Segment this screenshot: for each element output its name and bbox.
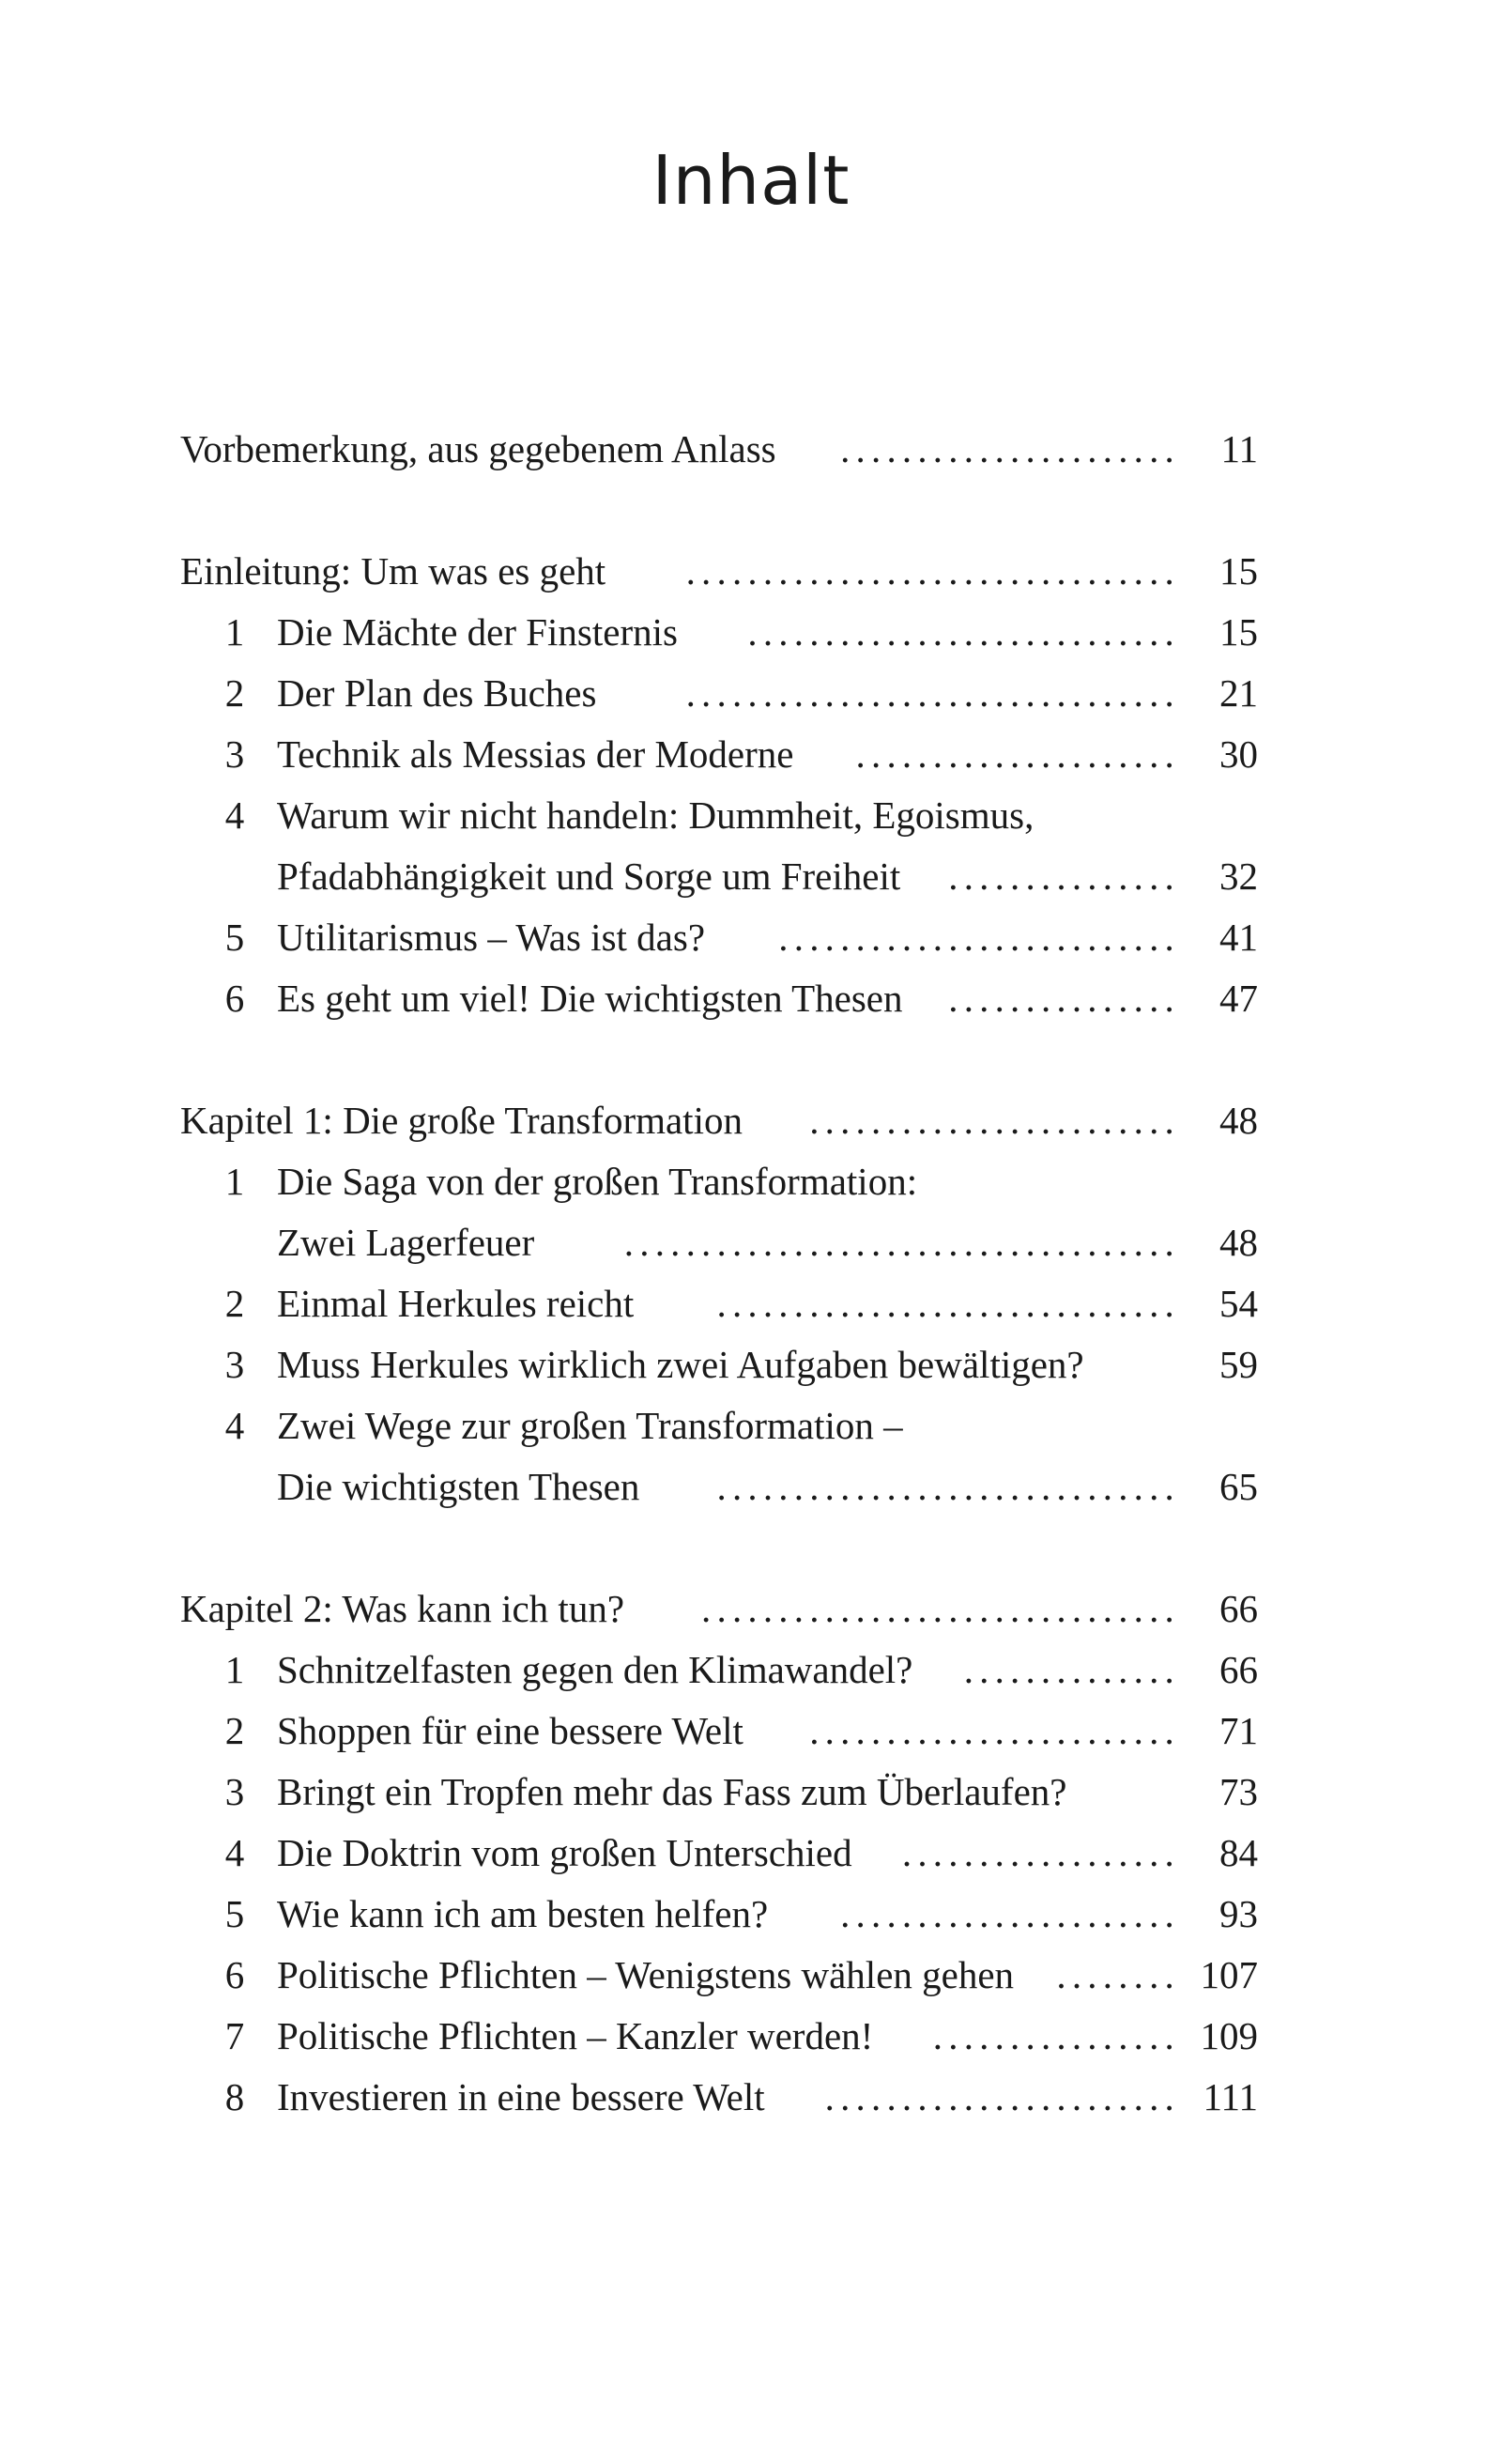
- toc-entry-title: Wie kann ich am besten helfen?: [277, 1892, 769, 1935]
- toc-entry[interactable]: [0, 1700, 1502, 1762]
- leader-dots: .....................: [855, 732, 1180, 776]
- toc-entry-title: Politische Pflichten – Wenigstens wählen gehen: [277, 1953, 1015, 1996]
- toc-entry-title: Technik als Messias der Moderne: [277, 732, 794, 776]
- page-number: 84: [1219, 1831, 1258, 1874]
- toc-heading-title: Kapitel 2: Was kann ich tun?: [180, 1587, 625, 1630]
- toc-entry-title: Die Doktrin vom großen Unterschied: [277, 1831, 852, 1874]
- page-number: 65: [1219, 1465, 1258, 1508]
- entry-number: 2: [224, 671, 245, 715]
- toc-entry[interactable]: [0, 1944, 1502, 2006]
- leader-dots: ....................................: [623, 1221, 1180, 1264]
- entry-number: 3: [224, 1770, 245, 1813]
- toc-entry-title: Muss Herkules wirklich zwei Aufgaben bewältigen?: [277, 1343, 1084, 1386]
- entry-number: 5: [224, 916, 245, 959]
- leader-dots: ..............................: [716, 1465, 1180, 1508]
- leader-dots: ...............................: [701, 1587, 1180, 1630]
- page-number: 21: [1219, 671, 1258, 715]
- leader-dots: ..............................: [716, 1282, 1180, 1325]
- leader-dots: ...............: [948, 977, 1180, 1020]
- toc-entry[interactable]: [0, 1822, 1502, 1884]
- page-number: 30: [1219, 732, 1258, 776]
- entry-number: 3: [224, 732, 245, 776]
- toc-entry-title: Bringt ein Tropfen mehr das Fass zum Überlaufen?: [277, 1770, 1067, 1813]
- toc-entry[interactable]: [0, 1394, 1502, 1456]
- toc-entry[interactable]: [0, 906, 1502, 968]
- entry-number: 3: [224, 1343, 245, 1386]
- toc-entry[interactable]: [0, 662, 1502, 724]
- entry-number: 5: [224, 1892, 245, 1935]
- toc-entry[interactable]: [0, 845, 1502, 907]
- toc-heading[interactable]: [0, 1578, 1502, 1640]
- toc-entry-title: Investieren in eine bessere Welt: [277, 2075, 765, 2118]
- toc-heading-title: Kapitel 1: Die große Transformation: [180, 1099, 743, 1142]
- toc-entry[interactable]: [0, 1272, 1502, 1334]
- entry-number: 2: [224, 1282, 245, 1325]
- entry-number: 4: [224, 1404, 245, 1447]
- page-number: 48: [1219, 1221, 1258, 1264]
- page-number: 41: [1219, 916, 1258, 959]
- page-number: 66: [1219, 1648, 1258, 1691]
- toc-entry-title: Zwei Lagerfeuer: [277, 1221, 535, 1264]
- toc-entry-title: Politische Pflichten – Kanzler werden!: [277, 2014, 874, 2057]
- leader-dots: ........................: [809, 1099, 1180, 1142]
- toc-entry[interactable]: [0, 784, 1502, 846]
- entry-number: 1: [224, 1160, 245, 1203]
- page-number: 66: [1219, 1587, 1258, 1630]
- toc-heading[interactable]: [0, 418, 1502, 480]
- toc-entry[interactable]: [0, 1333, 1502, 1395]
- page-title: Inhalt: [651, 141, 851, 220]
- toc-entry-title: Es geht um viel! Die wichtigsten Thesen: [277, 977, 903, 1020]
- toc-heading[interactable]: [0, 1089, 1502, 1151]
- page-number: 59: [1219, 1343, 1258, 1386]
- leader-dots: ............................: [747, 610, 1180, 654]
- toc-entry[interactable]: [0, 601, 1502, 663]
- entry-number: 6: [224, 1953, 245, 1996]
- entry-number: 4: [224, 793, 245, 837]
- toc-entry[interactable]: [0, 1150, 1502, 1212]
- page-number: 47: [1219, 977, 1258, 1020]
- page-number: 15: [1219, 610, 1258, 654]
- toc-entry[interactable]: [0, 1455, 1502, 1517]
- page-number: 109: [1200, 2014, 1258, 2057]
- leader-dots: ................................: [685, 549, 1180, 593]
- leader-dots: ......................: [840, 427, 1180, 470]
- leader-dots: ...............: [948, 855, 1180, 898]
- toc-entry-title: Der Plan des Buches: [277, 671, 597, 715]
- leader-dots: ................................: [685, 671, 1180, 715]
- toc-entry-title: Shoppen für eine bessere Welt: [277, 1709, 743, 1752]
- page-number: 73: [1219, 1770, 1258, 1813]
- toc-entry[interactable]: [0, 1639, 1502, 1701]
- toc-heading-title: Einleitung: Um was es geht: [180, 549, 606, 593]
- toc-entry-title: Die Mächte der Finsternis: [277, 610, 678, 654]
- toc-entry-title: Pfadabhängigkeit und Sorge um Freiheit: [277, 855, 901, 898]
- toc-entry-title: Einmal Herkules reicht: [277, 1282, 635, 1325]
- page-number: 93: [1219, 1892, 1258, 1935]
- entry-number: 1: [224, 1648, 245, 1691]
- entry-number: 6: [224, 977, 245, 1020]
- page-number: 32: [1219, 855, 1258, 898]
- page-number: 71: [1219, 1709, 1258, 1752]
- leader-dots: .......................: [824, 2075, 1180, 2118]
- page-number: 54: [1219, 1282, 1258, 1325]
- toc-entry[interactable]: [0, 967, 1502, 1029]
- entry-number: 8: [224, 2075, 245, 2118]
- toc-entry[interactable]: [0, 1761, 1502, 1823]
- entry-number: 1: [224, 610, 245, 654]
- entry-number: 7: [224, 2014, 245, 2057]
- leader-dots: ..................: [901, 1831, 1180, 1874]
- leader-dots: ........................: [809, 1709, 1180, 1752]
- entry-number: 2: [224, 1709, 245, 1752]
- toc-entry[interactable]: [0, 723, 1502, 785]
- page-number: 15: [1219, 549, 1258, 593]
- toc-entry[interactable]: [0, 2005, 1502, 2067]
- page-number: 11: [1220, 427, 1258, 470]
- page-number: 107: [1200, 1953, 1258, 1996]
- toc-entry-title: Utilitarismus – Was ist das?: [277, 916, 706, 959]
- leader-dots: ................: [932, 2014, 1180, 2057]
- page-number: 48: [1219, 1099, 1258, 1142]
- toc-entry-title: Warum wir nicht handeln: Dummheit, Egoismus,: [277, 793, 1035, 837]
- toc-entry[interactable]: [0, 2066, 1502, 2128]
- toc-entry-title: Die wichtigsten Thesen: [277, 1465, 640, 1508]
- leader-dots: ......................: [840, 1892, 1180, 1935]
- toc-heading-title: Vorbemerkung, aus gegebenem Anlass: [180, 427, 776, 470]
- leader-dots: ........: [1056, 1953, 1180, 1996]
- leader-dots: ..............: [963, 1648, 1180, 1691]
- toc-heading[interactable]: [0, 540, 1502, 602]
- page-number: 111: [1203, 2075, 1258, 2118]
- entry-number: 4: [224, 1831, 245, 1874]
- toc-entry[interactable]: [0, 1883, 1502, 1945]
- toc-entry-title: Schnitzelfasten gegen den Klimawandel?: [277, 1648, 913, 1691]
- leader-dots: ..........................: [778, 916, 1180, 959]
- toc-entry-title: Zwei Wege zur großen Transformation –: [277, 1404, 903, 1447]
- toc-entry[interactable]: [0, 1211, 1502, 1273]
- toc-entry-title: Die Saga von der großen Transformation:: [277, 1160, 918, 1203]
